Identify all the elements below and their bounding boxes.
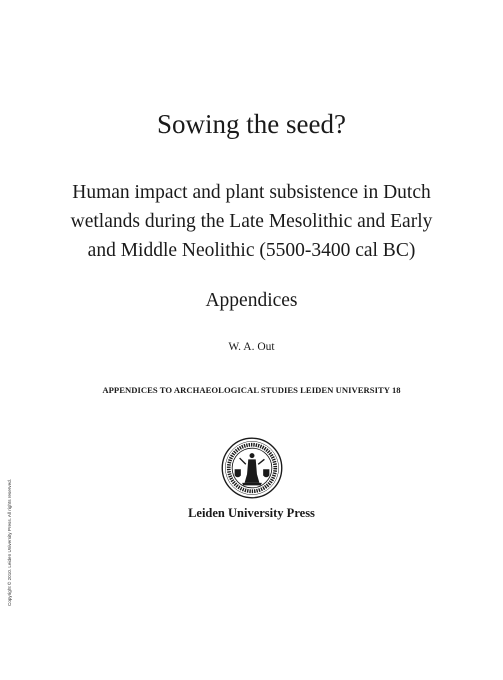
series-title: APPENDICES TO ARCHAEOLOGICAL STUDIES LEIDEN UNIVERSITY 18 [102,385,401,395]
section-heading: Appendices [205,290,298,311]
copyright-notice: Copyright © 2010. Leiden University Press. All rights reserved. [7,479,12,606]
book-subtitle [0,178,503,265]
subtitle-line-3: and Middle Neolithic (5500-3400 cal BC) [87,240,416,261]
book-title: Sowing the seed? [157,109,346,139]
leiden-university-seal-icon [221,437,283,499]
author-name: W. A. Out [228,341,275,353]
subtitle-line-2: wetlands during the Late Mesolithic and Early [70,211,433,232]
subtitle-line-1: Human impact and plant subsistence in Dutch [72,182,431,203]
publisher-name: Leiden University Press [188,506,315,520]
